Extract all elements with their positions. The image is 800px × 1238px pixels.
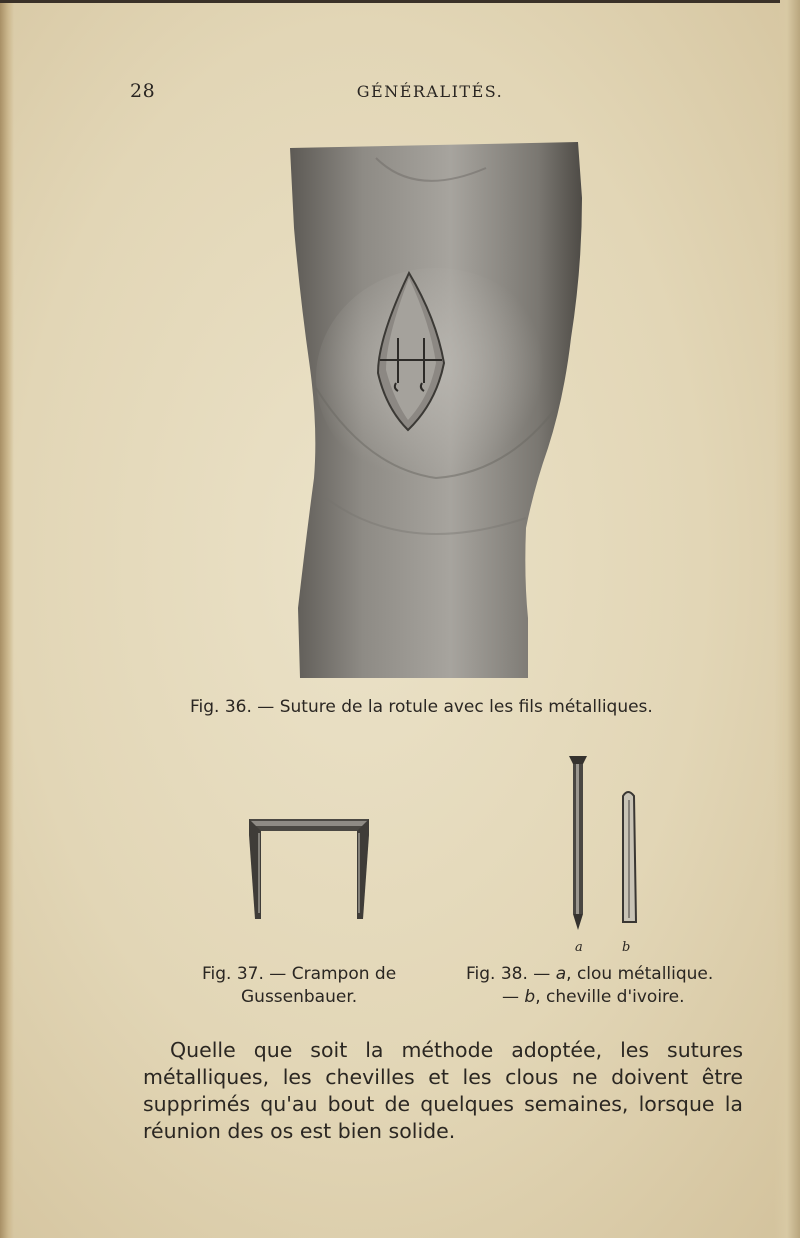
knee-suture-illustration (286, 138, 586, 688)
fig38-caption-line1 (466, 963, 713, 986)
fig38-caption-line1-text: , clou métallique. (566, 964, 714, 984)
running-title: GÉNÉRALITÉS. (356, 82, 504, 101)
fig38-label-a: a (575, 940, 583, 955)
fig38-caption-line1-prefix: Fig. 38. — (466, 964, 556, 984)
body-paragraph-text: Quelle que soit la méthode adoptée, les sutures métalliques, les chevilles et les clous ne doivent être supprimés qu'au bout de quelques semaines, lorsque la réunion des os est bien solide. (143, 1038, 743, 1143)
fig36-caption-prefix: Fig. 36. — (190, 697, 280, 717)
fig36-caption-text: Suture de la rotule avec les fils métalliques. (279, 697, 653, 717)
body-paragraph (143, 1037, 743, 1145)
page-top-border (0, 0, 780, 3)
fig38-caption-line2-prefix: — (502, 987, 525, 1007)
fig37-caption-line1: Fig. 37. — Crampon de (202, 964, 397, 984)
fig37-caption-line2: Gussenbauer. (241, 987, 358, 1007)
fig38-caption-line1-var: a (555, 964, 567, 984)
nail-and-peg-illustration (565, 752, 645, 937)
fig37-caption (202, 963, 396, 1009)
page-right-edge (774, 0, 800, 1238)
fig38-caption-line2 (466, 986, 713, 1009)
page-left-edge (0, 0, 14, 1238)
fig38-caption (466, 963, 713, 1009)
fig38-label-b: b (622, 940, 631, 955)
fig38-caption-line2-var: b (524, 987, 536, 1007)
fig38-caption-line2-text: , cheville d'ivoire. (535, 987, 685, 1007)
fig36-caption (190, 697, 653, 717)
page-number: 28 (130, 80, 156, 102)
staple-clamp-illustration (245, 815, 375, 925)
